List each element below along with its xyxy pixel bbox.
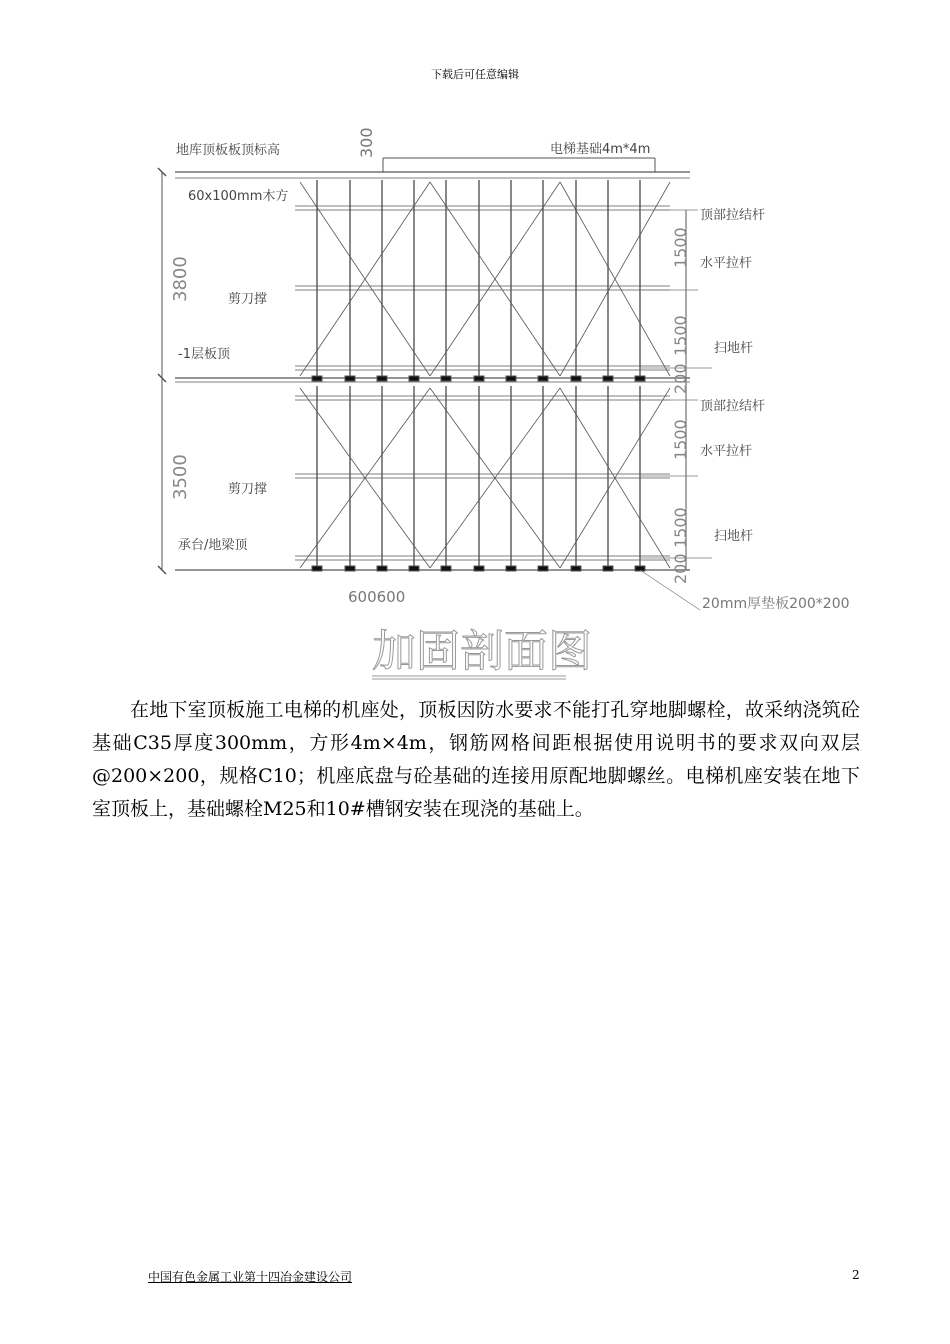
base-plate-bottom-4 xyxy=(441,566,451,571)
base-plate-bottom-6 xyxy=(506,566,516,571)
leader-right-6 xyxy=(640,570,700,610)
base-plate-mid-2 xyxy=(377,376,387,381)
label-horizontal-upper: 水平拉杆 xyxy=(700,256,753,271)
label-elevator-base: 电梯基础4m*4m xyxy=(550,142,651,157)
dim-3500: 3500 xyxy=(170,454,191,500)
header-note: 下载后可任意编辑 xyxy=(431,68,519,81)
dim-1500-d: 1500 xyxy=(671,507,690,548)
base-plate-bottom-9 xyxy=(603,566,613,571)
base-plate-mid-10 xyxy=(635,376,645,381)
label-roof-elevation: 地库顶板板顶标高 xyxy=(176,143,281,158)
base-plate-mid-3 xyxy=(409,376,419,381)
dim-200-a: 200 xyxy=(671,363,690,394)
dim-1500-a: 1500 xyxy=(671,227,690,268)
dim-3800: 3800 xyxy=(170,256,191,302)
label-scissor-upper: 剪刀撑 xyxy=(228,292,268,307)
dim-1500-b: 1500 xyxy=(671,315,690,356)
body-paragraph: 在地下室顶板施工电梯的机座处，顶板因防水要求不能打孔穿地脚螺栓，故采纳浇筑砼基础C35厚度300mm，方形4m×4m，钢筋网格间距根据使用说明书的要求双向双层@200×200，规格C10；机座底盘与砼基础的连接用原配地脚螺丝。电梯机座安装在地下室顶板上，基础螺栓M25和10#槽钢安装在现浇的基础上。 xyxy=(92,699,860,820)
base-plate-mid-4 xyxy=(441,376,451,381)
base-plate-bottom-0 xyxy=(312,566,322,571)
body-text xyxy=(92,694,860,826)
base-plate-bottom-8 xyxy=(571,566,581,571)
footer-company: 中国有色金属工业第十四冶金建设公司 xyxy=(148,1270,353,1284)
label-scissor-lower: 剪刀撑 xyxy=(228,482,268,497)
label-top-tie-upper: 顶部拉结杆 xyxy=(700,208,766,223)
drawing-title: 加固剖面图 xyxy=(372,626,592,677)
base-plate-mid-9 xyxy=(603,376,613,381)
label-horizontal-lower: 水平拉杆 xyxy=(700,444,753,459)
dim-spacing: 600600 xyxy=(348,588,406,606)
label-timber: 60x100mm木方 xyxy=(188,189,289,204)
base-plate-mid-5 xyxy=(474,376,484,381)
base-plate-mid-8 xyxy=(571,376,581,381)
label-cap-beam-top: 承台/地梁顶 xyxy=(178,538,248,553)
label-top-tie-lower: 顶部拉结杆 xyxy=(700,399,766,414)
label-level-minus1: -1层板顶 xyxy=(178,347,230,362)
label-sweep-lower: 扫地杆 xyxy=(714,529,754,544)
base-plate-mid-7 xyxy=(538,376,548,381)
base-plate-mid-0 xyxy=(312,376,322,381)
base-plate-bottom-3 xyxy=(409,566,419,571)
base-plate-bottom-7 xyxy=(538,566,548,571)
reinforcement-section-drawing xyxy=(0,110,950,680)
base-plate-mid-1 xyxy=(345,376,355,381)
base-plate-bottom-1 xyxy=(345,566,355,571)
page-number: 2 xyxy=(852,1268,860,1282)
dim-200-b: 200 xyxy=(671,553,690,584)
label-sweep-upper: 扫地杆 xyxy=(714,341,754,356)
base-plate-bottom-5 xyxy=(474,566,484,571)
dim-300: 300 xyxy=(357,127,376,158)
base-plate-bottom-2 xyxy=(377,566,387,571)
label-pad: 20mm厚垫板200*200 xyxy=(702,596,850,612)
dim-1500-c: 1500 xyxy=(671,419,690,460)
base-plate-mid-6 xyxy=(506,376,516,381)
